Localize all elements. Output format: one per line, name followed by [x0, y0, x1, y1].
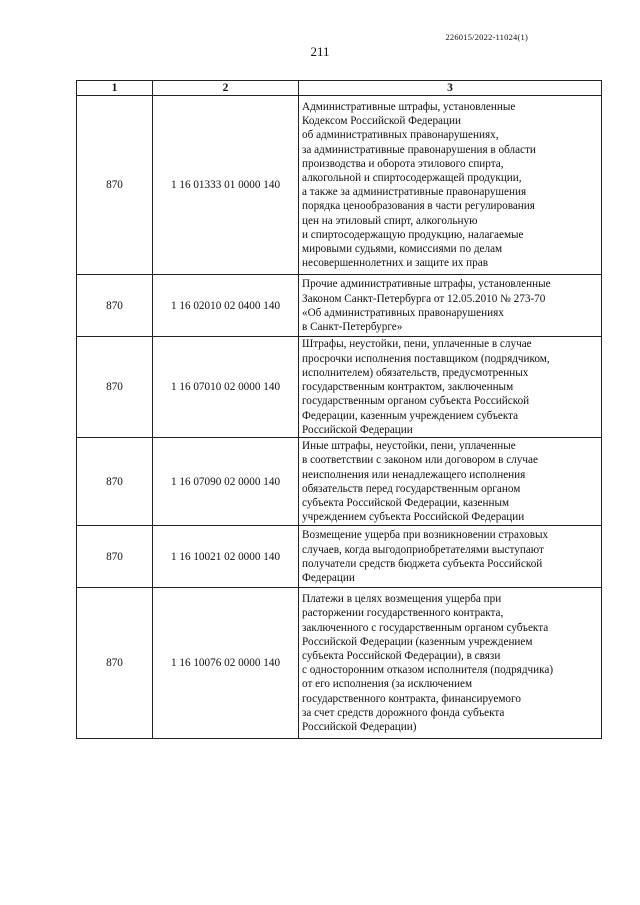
column-header-1: 1 [77, 81, 153, 96]
admin-code-cell: 870 [77, 337, 153, 438]
table-row [77, 96, 602, 275]
description-cell: Административные штрафы, установленные Кодексом Российской Федерации об административных правонарушениях, за административные правонарушения в области производства и оборота этилового спирта, алкогольной и спиртосодержащей продукции, а также за административные правонарушения порядка ценообразования в части регулирования цен на этиловый спирт, алкогольную и спиртосодержащую продукцию, налагаемые мировыми судьями, комиссиями по делам несовершеннолетних и защите их прав [299, 96, 602, 275]
admin-code-cell: 870 [77, 275, 153, 337]
kbk-code-cell: 1 16 07090 02 0000 140 [153, 438, 299, 526]
table-row [77, 526, 602, 588]
description-cell: Платежи в целях возмещения ущерба при расторжении государственного контракта, заключенного с государственным органом субъекта Российской Федерации (казенным учреждением субъекта Российской Федерации), в связи с односторонним отказом исполнителя (подрядчика) от его исполнения (за исключением государственного контракта, финансируемого за счет средств дорожного фонда субъекта Российской Федерации) [299, 588, 602, 739]
kbk-code-cell: 1 16 02010 02 0400 140 [153, 275, 299, 337]
table-header [77, 81, 602, 96]
table-row [77, 588, 602, 739]
table-row [77, 438, 602, 526]
admin-code-cell: 870 [77, 438, 153, 526]
table-row [77, 337, 602, 438]
description-cell: Штрафы, неустойки, пени, уплаченные в случае просрочки исполнения поставщиком (подрядчиком, исполнителем) обязательств, предусмотренных государственным контрактом, заключенным государственным органом субъекта Российской Федерации, казенным учреждением субъекта Российской Федерации [299, 337, 602, 438]
column-header-2: 2 [153, 81, 299, 96]
page-number: 211 [310, 44, 330, 59]
admin-code-cell: 870 [77, 588, 153, 739]
admin-code-cell: 870 [77, 526, 153, 588]
description-cell: Прочие административные штрафы, установленные Законом Санкт-Петербурга от 12.05.2010 № 273-70 «Об административных правонарушениях в Санкт-Петербурге» [299, 275, 602, 337]
table-body [77, 96, 602, 739]
admin-code-cell: 870 [77, 96, 153, 275]
budget-codes-table [76, 80, 602, 739]
kbk-code-cell: 1 16 07010 02 0000 140 [153, 337, 299, 438]
table-row [77, 275, 602, 337]
kbk-code-cell: 1 16 10021 02 0000 140 [153, 526, 299, 588]
header-row [77, 81, 602, 96]
document-registration-number: 226015/2022-11024(1) [445, 32, 528, 42]
description-cell: Иные штрафы, неустойки, пени, уплаченные в соответствии с законом или договором в случае неисполнения или ненадлежащего исполнения обязательств перед государственным органом субъекта Российской Федерации, казенным учреждением субъекта Российской Федерации [299, 438, 602, 526]
kbk-code-cell: 1 16 01333 01 0000 140 [153, 96, 299, 275]
kbk-code-cell: 1 16 10076 02 0000 140 [153, 588, 299, 739]
description-cell: Возмещение ущерба при возникновении страховых случаев, когда выгодоприобретателями выступают получатели средств бюджета субъекта Российской Федерации [299, 526, 602, 588]
column-header-3: 3 [299, 81, 602, 96]
